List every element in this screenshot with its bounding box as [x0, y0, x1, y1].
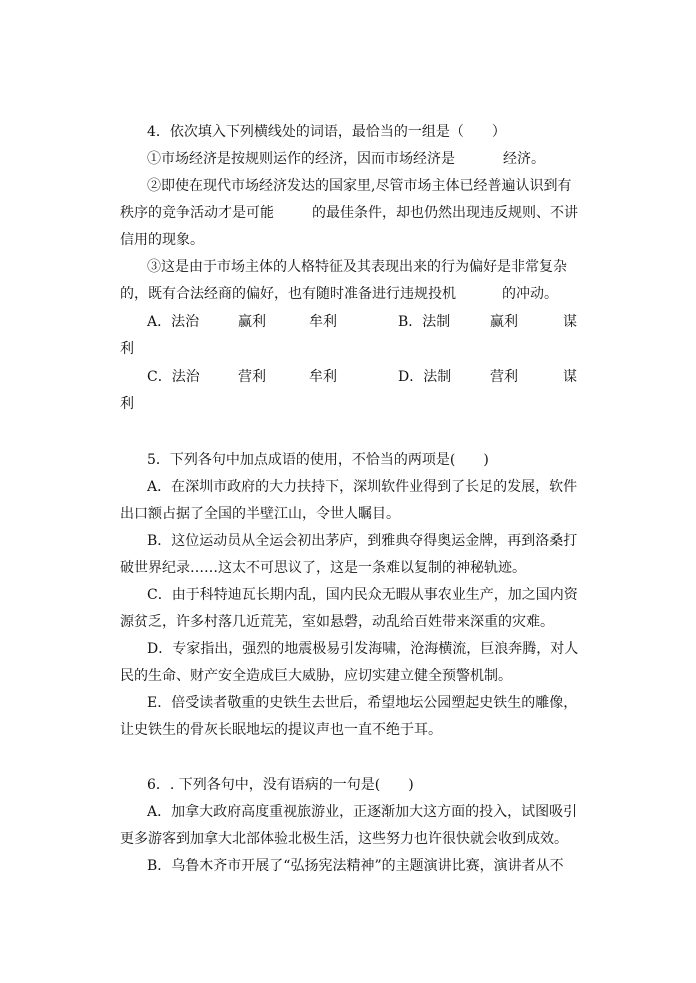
q4-option-c-word-2: 营利	[238, 369, 266, 385]
q5-option-e-line-1: E．倍受读者敬重的史铁生去世后，希望地坛公园塑起史铁生的雕像，	[147, 695, 578, 711]
q5-option-d-line-2: 民的生命、财产安全造成巨大威胁，应切实建立健全预警机制。	[120, 668, 512, 684]
q5-option-c-line-2: 源贫乏，许多村落几近荒芜，室如悬磬，动乱给百姓带来深重的灾难。	[120, 614, 554, 630]
q4-s3-part-a: 的，既有合法经商的偏好，也有随时准备进行违规投机	[120, 286, 456, 302]
q4-sentence-1	[147, 149, 580, 169]
q4-option-a-word-3: 牟利	[309, 314, 337, 330]
q5-option-d-line-1: D．专家指出，强烈的地震极易引发海啸，沧海横流，巨浪奔腾，对人	[147, 641, 579, 657]
q4-s1-part-b: 经济。	[503, 151, 545, 167]
q4-sentence-3-line-2	[120, 284, 580, 304]
q6-option-b-line-1: B．乌鲁木齐市开展了“弘扬宪法精神”的主题演讲比赛，演讲者从不	[147, 858, 564, 874]
q4-option-a-label: A．法治	[147, 314, 200, 330]
q6-stem: 6．. 下列各句中，没有语病的一句是( )	[147, 777, 414, 793]
q4-s2-part-b: 的最佳条件，却也仍然出现违反规则、不讲	[312, 205, 578, 221]
q4-sentence-2-line-2	[120, 203, 580, 223]
q5-option-a-line-1: A．在深圳市政府的大力扶持下，深圳软件业得到了长足的发展，软件	[147, 479, 578, 495]
q4-sentence-3-line-1: ③这是由于市场主体的人格特征及其表现出来的行为偏好是非常复杂	[147, 259, 567, 275]
q6-option-a-line-1: A．加拿大政府高度重视旅游业，正逐渐加大这方面的投入，试图吸引	[147, 804, 578, 820]
q5-option-b-line-1: B．这位运动员从全运会初出茅庐，到雅典夺得奥运金牌，再到洛桑打	[147, 533, 578, 549]
q5-stem: 5．下列各句中加点成语的使用，不恰当的两项是( )	[147, 452, 489, 468]
q4-s3-part-b: 的冲动。	[502, 286, 558, 302]
q4-s1-part-a: ①市场经济是按规则运作的经济，因而市场经济是	[147, 151, 455, 167]
q4-option-b-word-3: 谋	[563, 314, 577, 330]
q4-option-b-label: B．法制	[398, 314, 451, 330]
q4-option-d-wrap: 利	[120, 396, 134, 412]
q4-option-b-wrap: 利	[120, 341, 134, 357]
q4-option-a-word-2: 赢利	[238, 314, 266, 330]
q5-option-a-line-2: 出口额占据了全国的半壁江山，令世人瞩目。	[120, 506, 400, 522]
q4-sentence-2-line-1: ②即使在现代市场经济发达的国家里,尽管市场主体已经普遍认识到有	[147, 178, 572, 194]
q4-option-d-word-2: 营利	[490, 369, 518, 385]
q4-sentence-2-line-3: 信用的现象。	[120, 232, 204, 248]
q4-stem: 4．依次填入下列横线处的词语，最恰当的一组是（ ）	[147, 124, 506, 140]
q5-option-b-line-2: 破世界纪录……这太不可思议了，这是一条难以复制的神秘轨迹。	[120, 560, 526, 576]
q4-option-c-label: C．法治	[147, 369, 200, 385]
q4-option-d-label: D．法制	[398, 369, 452, 385]
q6-option-a-line-2: 更多游客到加拿大北部体验北极生活，这些努力也许很快就会收到成效。	[120, 831, 568, 847]
q4-option-b-word-2: 赢利	[490, 314, 518, 330]
q5-option-e-line-2: 让史铁生的骨灰长眠地坛的提议声也一直不绝于耳。	[120, 722, 442, 738]
q4-s2-part-a: 秩序的竞争活动才是可能	[120, 205, 274, 221]
q5-option-c-line-1: C．由于科特迪瓦长期内乱，国内民众无暇从事农业生产，加之国内资	[147, 587, 578, 603]
q4-option-d-word-3: 谋	[563, 369, 577, 385]
q4-option-c-word-3: 牟利	[309, 369, 337, 385]
